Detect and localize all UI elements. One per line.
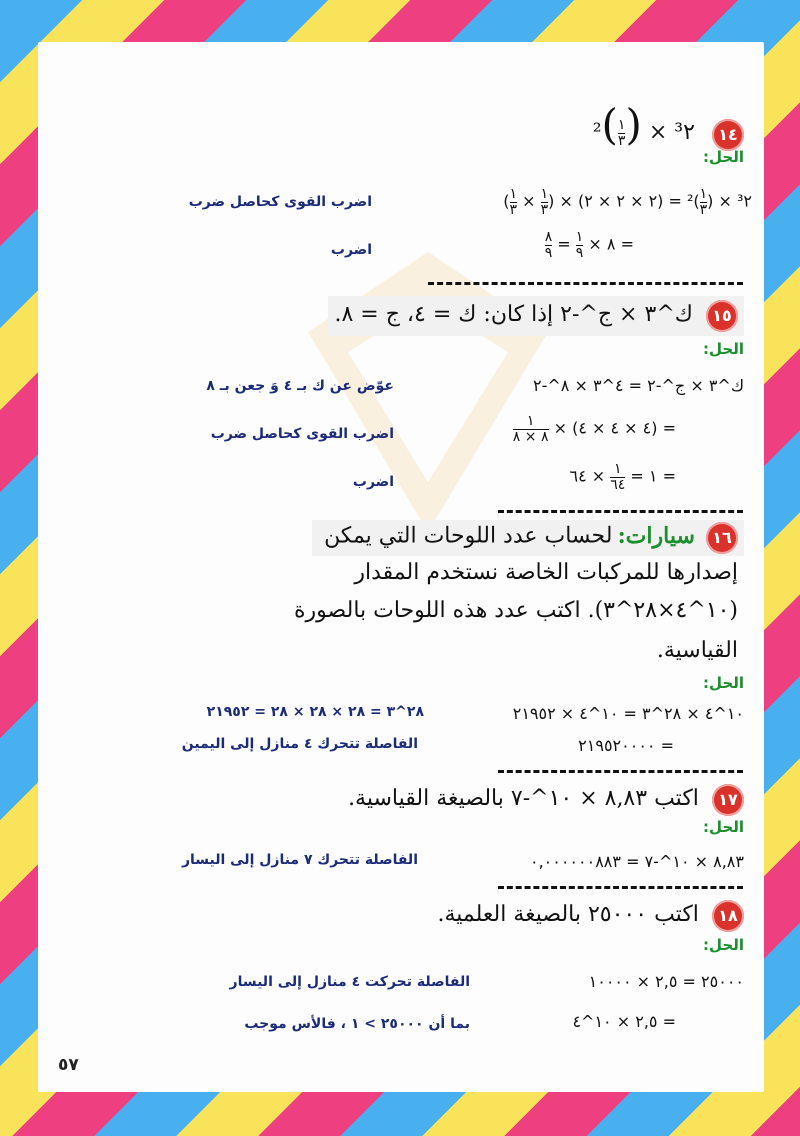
problem-number-badge: ١٨ [712,900,744,932]
problem-17-step-1-math: ٨,٨٣ × ١٠^-٧ = ٠,٠٠٠٠٠٠٨٨٣ [529,852,744,871]
problem-14-step-2-math: $\frac{٨}{٩}$ = $\frac{١}{٩}$ × ٨ = [544,229,634,261]
problem-15-step-1-note: عوّض عن ك بـ ٤ وَ جعن بـ ٨ [206,378,394,394]
page-number: ٥٧ [58,1055,79,1075]
problem-15-question: ك^٣ × ج^-٢ إذا كان: ك = ٤، ج = ٨. [334,301,693,327]
problem-16-question-line-1: لحساب عدد اللوحات التي يمكن [324,523,613,549]
problem-15-step-2-note: اضرب القوى كحاصل ضرب [210,426,394,442]
problem-15-step-3-note: اضرب [352,474,394,490]
solution-label: الحل: [703,148,744,166]
divider [498,886,743,889]
problem-16-question-line-4: القياسية. [656,638,738,663]
problem-16-question-line-3: (١٠^٤×٢٨^٣). اكتب عدد هذه اللوحات بالصورة [294,598,738,623]
problem-18-header [437,900,744,932]
problem-16-step-2-math: = ٢١٩٥٢٠٠٠٠ [578,736,674,755]
problem-18-step-2-math: = ٢,٥ × ١٠^٤ [572,1012,676,1031]
problem-14-step-1-math: ( $\frac{١}{٣}$ × $\frac{١}{٣}$ ) × (٢ × ٢ × ٢) = ²( $\frac{١}{٣}$ ) × ³٢ [503,186,752,218]
problem-17-question: اكتب ٨,٨٣ × ١٠^-٧ بالصيغة القياسية. [348,785,699,811]
worksheet-page [38,42,764,1092]
problem-number-badge: ١٧ [712,784,744,816]
solution-label: الحل: [703,340,744,358]
problem-number-badge: ١٥ [706,300,738,332]
problem-15-step-3-math: ١ = $\frac{١}{٦٤}$ × ٦٤ = [569,461,676,493]
problem-15-step-2-math: $\frac{١}{٨ \times ٨}$ × (٤ × ٤ × ٤) = [512,413,676,445]
solution-label: الحل: [703,818,744,836]
solution-label: الحل: [703,674,744,692]
solution-label: الحل: [703,936,744,954]
problem-16-question-line-2: إصدارها للمركبات الخاصة نستخدم المقدار [354,560,738,585]
problem-15-header [328,296,744,336]
problem-14-header [44,100,744,151]
problem-18-question: اكتب ٢٥٠٠٠ بالصيغة العلمية. [437,901,699,927]
problem-14-step-2-note: اضرب [330,242,372,258]
problem-number-badge: ١٤ [712,119,744,151]
problem-18-step-1-math: ٢٥٠٠٠ = ٢,٥ × ١٠٠٠٠ [588,972,744,991]
problem-17-step-1-note: الفاصلة تتحرك ٧ منازل إلى اليسار [181,852,418,868]
problem-14-question: ²( $\frac{١}{٣}$ ) × ³٢ [592,100,695,149]
problem-14-step-1-note: اضرب القوى كحاصل ضرب [188,194,372,210]
divider [498,510,743,513]
problem-16-step-2-note: الفاصلة تتحرك ٤ منازل إلى اليمين [181,736,418,752]
problem-16-title: سيارات: [617,522,695,549]
problem-16-header [312,520,744,556]
problem-16-step-1-note: ٢٨^٣ = ٢٨ × ٢٨ × ٢٨ = ٢١٩٥٢ [206,704,424,720]
problem-16-step-1-math: ١٠^٤ × ٢٨^٣ = ١٠^٤ × ٢١٩٥٢ [512,704,744,723]
problem-number-badge: ١٦ [706,522,738,554]
problem-18-step-1-note: الفاصلة تحركت ٤ منازل إلى اليسار [229,974,470,990]
problem-18-step-2-note: بما أن ٢٥٠٠٠ > ١ ، فالأس موجب [244,1016,470,1032]
problem-17-header [348,784,744,816]
problem-15-step-1-math: ك^٣ × ج^-٢ = ٤^٣ × ٨^-٢ [533,376,744,395]
divider [498,770,743,773]
divider [428,282,743,285]
